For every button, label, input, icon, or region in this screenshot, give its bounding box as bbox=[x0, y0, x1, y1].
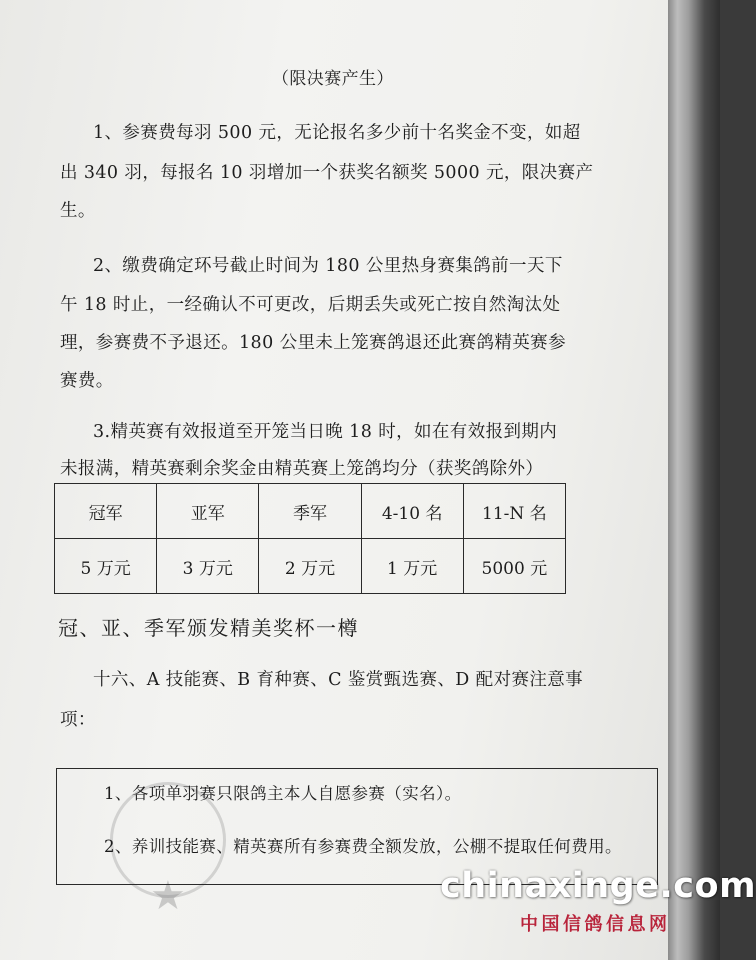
prize-value-cell: 5000 元 bbox=[463, 539, 565, 594]
section16-line2: 项： bbox=[60, 710, 96, 730]
prize-header-cell: 季军 bbox=[259, 484, 361, 539]
para2-line2: 午 18 时止，一经确认不可更改，后期丢失或死亡按自然淘汰处 bbox=[60, 295, 561, 315]
notice-item-1: 1、各项单羽赛只限鸽主本人自愿参赛（实名）。 bbox=[104, 784, 462, 803]
para1-line3: 生。 bbox=[60, 201, 96, 221]
prize-header-cell: 11-N 名 bbox=[463, 484, 565, 539]
trophy-line: 冠、亚、季军颁发精美奖杯一樽 bbox=[58, 616, 359, 640]
prize-header-cell: 4-10 名 bbox=[361, 484, 463, 539]
watermark-logo: chinaxinge.com bbox=[440, 866, 756, 906]
para1-line2: 出 340 羽，每报名 10 羽增加一个获奖名额奖 5000 元，限决赛产 bbox=[60, 163, 594, 183]
prize-table-value-row bbox=[55, 539, 566, 594]
para3-line1: 3.精英赛有效报道至开笼当日晚 18 时，如在有效报到期内 bbox=[93, 422, 558, 442]
section-heading: （限决赛产生） bbox=[272, 69, 394, 89]
watermark-subtitle: 中国信鸽信息网 bbox=[520, 914, 671, 935]
para2-line4: 赛费。 bbox=[60, 371, 114, 391]
prize-header-cell: 冠军 bbox=[55, 484, 157, 539]
prize-table-header-row bbox=[55, 484, 566, 539]
prize-value-cell: 1 万元 bbox=[361, 539, 463, 594]
section16-line1: 十六、A 技能赛、B 育种赛、C 鉴赏甄选赛、D 配对赛注意事 bbox=[93, 670, 584, 690]
prize-header-cell: 亚军 bbox=[157, 484, 259, 539]
stamp-star-icon: ★ bbox=[150, 873, 186, 919]
prize-value-cell: 2 万元 bbox=[259, 539, 361, 594]
para3-line2: 未报满，精英赛剩余奖金由精英赛上笼鸽均分（获奖鸽除外） bbox=[60, 459, 544, 479]
prize-table bbox=[54, 483, 566, 594]
notice-item-2: 2、养训技能赛、精英赛所有参赛费全额发放，公棚不提取任何费用。 bbox=[104, 837, 622, 856]
book-edge bbox=[668, 0, 720, 960]
para2-line1: 2、缴费确定环号截止时间为 180 公里热身赛集鸽前一天下 bbox=[93, 256, 563, 276]
prize-value-cell: 3 万元 bbox=[157, 539, 259, 594]
para1-line1: 1、参赛费每羽 500 元，无论报名多少前十名奖金不变，如超 bbox=[93, 123, 581, 143]
prize-value-cell: 5 万元 bbox=[55, 539, 157, 594]
para2-line3: 理，参赛费不予退还。180 公里未上笼赛鸽退还此赛鸽精英赛参 bbox=[60, 333, 566, 353]
